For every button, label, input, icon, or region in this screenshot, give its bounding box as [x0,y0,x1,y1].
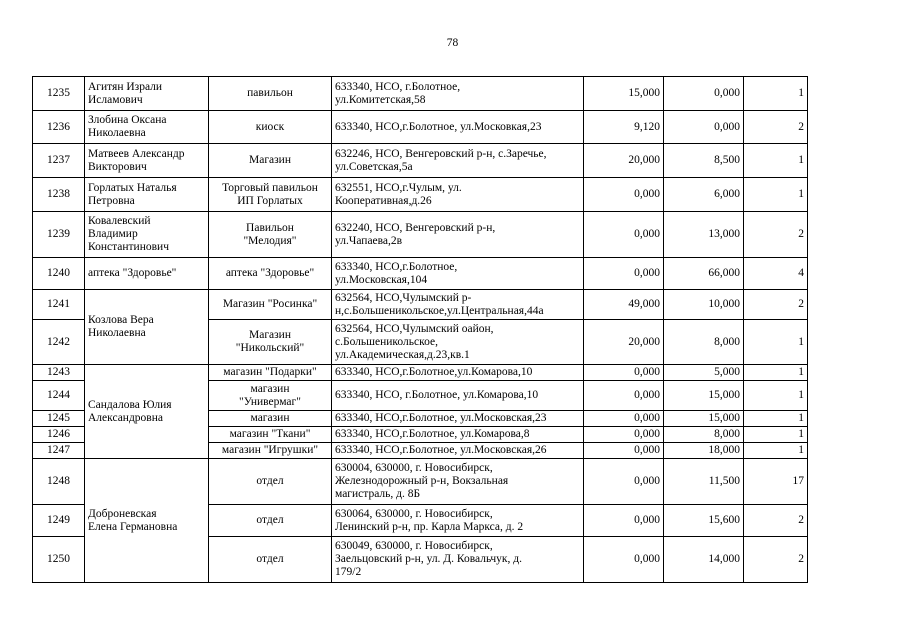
count-value: 1 [744,320,808,365]
count-value: 2 [744,505,808,537]
registry-table [32,76,808,583]
address: 633340, НСО,г.Болотное, ул.Московская,104 [332,258,584,290]
table-row [33,144,808,178]
object-type: магазин "Игрушки" [209,443,332,459]
address: 633340, НСО,г.Болотное,ул.Комарова,10 [332,365,584,381]
owner-name: Козлова Вера Николаевна [85,290,209,365]
address: 632551, НСО,г.Чулым, ул. Кооперативная,д.26 [332,178,584,212]
area-value: 15,000 [584,77,664,111]
count-value: 1 [744,427,808,443]
count-value: 2 [744,537,808,583]
area-value: 14,000 [664,537,744,583]
owner-name: Ковалевский Владимир Константинович [85,212,209,258]
area-value: 10,000 [664,290,744,320]
count-value: 1 [744,77,808,111]
area-value: 9,120 [584,111,664,144]
area-value: 8,000 [664,320,744,365]
object-type: отдел [209,505,332,537]
row-number: 1245 [33,411,85,427]
owner-name: Матвеев Александр Викторович [85,144,209,178]
count-value: 1 [744,178,808,212]
row-number: 1240 [33,258,85,290]
table-row [33,77,808,111]
object-type: отдел [209,459,332,505]
address: 633340, НСО,г.Болотное, ул.Московская,26 [332,443,584,459]
object-type: магазин "Ткани" [209,427,332,443]
owner-name: Сандалова Юлия Александровна [85,365,209,459]
owner-name: аптека "Здоровье" [85,258,209,290]
count-value: 1 [744,443,808,459]
row-number: 1236 [33,111,85,144]
table-row [33,212,808,258]
row-number: 1250 [33,537,85,583]
row-number: 1235 [33,77,85,111]
area-value: 0,000 [584,505,664,537]
object-type: магазин [209,411,332,427]
area-value: 0,000 [584,381,664,411]
address: 633340, НСО, г.Болотное, ул.Комарова,10 [332,381,584,411]
count-value: 1 [744,411,808,427]
page-number: 78 [446,37,459,49]
area-value: 15,000 [664,411,744,427]
address: 632564, НСО,Чулымский оайон, с.Большеникольское, ул.Академическая,д.23,кв.1 [332,320,584,365]
area-value: 0,000 [584,178,664,212]
table-row [33,258,808,290]
owner-name: Доброневская Елена Германовна [85,459,209,583]
object-type: павильон [209,77,332,111]
count-value: 4 [744,258,808,290]
object-type: Торговый павильон ИП Горлатых [209,178,332,212]
table-row [33,178,808,212]
area-value: 5,000 [664,365,744,381]
area-value: 0,000 [584,537,664,583]
row-number: 1249 [33,505,85,537]
object-type: отдел [209,537,332,583]
address: 632240, НСО, Венгеровский р-н, ул.Чапаева,2в [332,212,584,258]
object-type: Павильон "Мелодия" [209,212,332,258]
area-value: 0,000 [584,443,664,459]
area-value: 20,000 [584,320,664,365]
count-value: 1 [744,381,808,411]
row-number: 1247 [33,443,85,459]
area-value: 49,000 [584,290,664,320]
table-row [33,365,808,381]
area-value: 0,000 [584,258,664,290]
row-number: 1242 [33,320,85,365]
owner-name: Горлатых Наталья Петровна [85,178,209,212]
address: 632564, НСО,Чулымский р- н,с.Большеникольское,ул.Центральная,44а [332,290,584,320]
address: 630064, 630000, г. Новосибирск, Ленинский р-н, пр. Карла Маркса, д. 2 [332,505,584,537]
area-value: 0,000 [664,77,744,111]
area-value: 18,000 [664,443,744,459]
count-value: 1 [744,144,808,178]
address: 630004, 630000, г. Новосибирск, Железнодорожный р-н, Вокзальная магистраль, д. 8Б [332,459,584,505]
area-value: 0,000 [584,411,664,427]
count-value: 1 [744,365,808,381]
owner-name: Агитян Израли Исламович [85,77,209,111]
object-type: магазин "Подарки" [209,365,332,381]
area-value: 11,500 [664,459,744,505]
address: 633340, НСО,г.Болотное, ул.Московская,23 [332,411,584,427]
table-row [33,459,808,505]
row-number: 1239 [33,212,85,258]
count-value: 2 [744,212,808,258]
address: 633340, НСО, г.Болотное, ул.Комитетская,58 [332,77,584,111]
area-value: 8,000 [664,427,744,443]
address: 632246, НСО, Венгеровский р-н, с.Заречье, ул.Советская,5а [332,144,584,178]
area-value: 0,000 [584,212,664,258]
row-number: 1237 [33,144,85,178]
area-value: 0,000 [584,427,664,443]
area-value: 0,000 [584,365,664,381]
owner-name: Злобина Оксана Николаевна [85,111,209,144]
row-number: 1248 [33,459,85,505]
area-value: 66,000 [664,258,744,290]
object-type: Магазин "Росинка" [209,290,332,320]
address: 630049, 630000, г. Новосибирск, Заельцовский р-н, ул. Д. Ковальчук, д. 179/2 [332,537,584,583]
area-value: 0,000 [584,459,664,505]
object-type: аптека "Здоровье" [209,258,332,290]
count-value: 2 [744,290,808,320]
address: 633340, НСО,г.Болотное, ул.Московкая,23 [332,111,584,144]
object-type: магазин "Универмаг" [209,381,332,411]
table-row [33,111,808,144]
row-number: 1244 [33,381,85,411]
row-number: 1238 [33,178,85,212]
area-value: 0,000 [664,111,744,144]
object-type: Магазин [209,144,332,178]
object-type: Магазин "Никольский" [209,320,332,365]
area-value: 15,000 [664,381,744,411]
area-value: 15,600 [664,505,744,537]
count-value: 2 [744,111,808,144]
row-number: 1241 [33,290,85,320]
area-value: 6,000 [664,178,744,212]
row-number: 1243 [33,365,85,381]
area-value: 8,500 [664,144,744,178]
address: 633340, НСО,г.Болотное, ул.Комарова,8 [332,427,584,443]
area-value: 20,000 [584,144,664,178]
row-number: 1246 [33,427,85,443]
object-type: киоск [209,111,332,144]
count-value: 17 [744,459,808,505]
area-value: 13,000 [664,212,744,258]
table-row [33,290,808,320]
